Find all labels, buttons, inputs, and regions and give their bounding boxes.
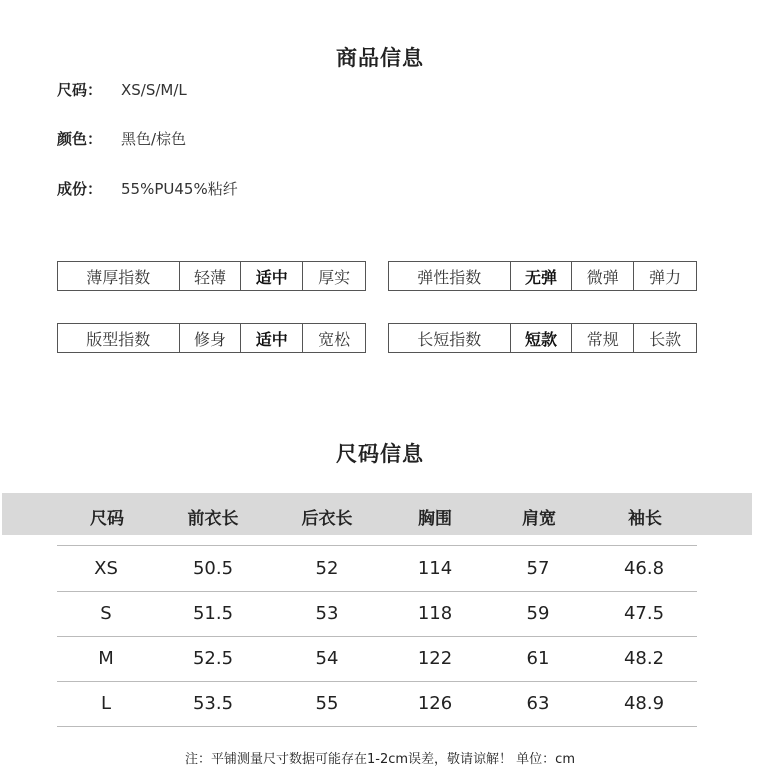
cell-chest: 122 [417, 648, 453, 669]
header-back-length: 后衣长 [301, 509, 353, 529]
cell-chest: 114 [417, 558, 453, 579]
fit-option-regular: 适中 [240, 324, 302, 352]
cell-chest: 126 [417, 693, 453, 714]
header-front-length: 前衣长 [187, 509, 239, 529]
header-sleeve: 袖长 [628, 509, 662, 529]
fit-option-loose: 宽松 [302, 324, 365, 352]
cell-shoulder: 63 [526, 693, 550, 714]
table-row [57, 681, 697, 727]
elasticity-index-label: 弹性指数 [417, 267, 482, 287]
length-index [388, 323, 697, 353]
elasticity-index [388, 261, 697, 291]
thickness-option-thick: 厚实 [302, 262, 365, 290]
color-row [57, 128, 186, 149]
size-value: XS/S/M/L [121, 81, 187, 99]
cell-front-length: 52.5 [192, 648, 234, 669]
cell-shoulder: 57 [526, 558, 550, 579]
material-label: 成份： [57, 180, 103, 198]
material-row [57, 178, 238, 199]
measurement-note: 注：平铺测量尺寸数据可能存在1-2cm误差，敬请谅解！ 单位：cm [185, 752, 575, 767]
size-row [57, 79, 187, 100]
thickness-option-light: 轻薄 [179, 262, 241, 290]
cell-front-length: 50.5 [192, 558, 234, 579]
cell-front-length: 51.5 [192, 603, 234, 624]
cell-back-length: 54 [315, 648, 339, 669]
cell-shoulder: 61 [526, 648, 550, 669]
fit-option-slim: 修身 [179, 324, 241, 352]
cell-size: M [98, 648, 114, 669]
cell-back-length: 52 [315, 558, 339, 579]
header-chest: 胸围 [418, 509, 452, 529]
header-shoulder: 肩宽 [522, 509, 556, 529]
color-label: 颜色： [57, 130, 103, 148]
length-option-long: 长款 [633, 324, 696, 352]
fit-index-label: 版型指数 [86, 329, 151, 349]
length-option-regular: 常规 [571, 324, 633, 352]
table-row [57, 591, 697, 637]
size-info-title: 尺码信息 [336, 441, 424, 466]
cell-front-length: 53.5 [192, 693, 234, 714]
cell-sleeve: 46.8 [623, 558, 665, 579]
fit-index [57, 323, 366, 353]
product-info-title: 商品信息 [336, 45, 424, 70]
cell-shoulder: 59 [526, 603, 550, 624]
elasticity-option-none: 无弹 [510, 262, 572, 290]
table-row [57, 636, 697, 682]
elasticity-option-slight: 微弹 [571, 262, 633, 290]
thickness-index-label: 薄厚指数 [86, 267, 151, 287]
header-size: 尺码 [90, 509, 124, 529]
cell-size: L [100, 693, 112, 714]
thickness-index [57, 261, 366, 291]
cell-back-length: 53 [315, 603, 339, 624]
cell-back-length: 55 [315, 693, 339, 714]
cell-size: XS [94, 558, 118, 579]
size-table-header [2, 493, 752, 535]
cell-size: S [100, 603, 112, 624]
table-row [57, 545, 697, 592]
color-value: 黑色/棕色 [121, 130, 187, 148]
material-value: 55%PU45%粘纤 [121, 180, 238, 198]
length-option-short: 短款 [510, 324, 572, 352]
cell-sleeve: 47.5 [623, 603, 665, 624]
length-index-label: 长短指数 [417, 329, 482, 349]
cell-sleeve: 48.9 [623, 693, 665, 714]
cell-sleeve: 48.2 [623, 648, 665, 669]
thickness-option-medium: 适中 [240, 262, 302, 290]
elasticity-option-stretch: 弹力 [633, 262, 696, 290]
cell-chest: 118 [417, 603, 453, 624]
size-label: 尺码： [57, 81, 103, 99]
